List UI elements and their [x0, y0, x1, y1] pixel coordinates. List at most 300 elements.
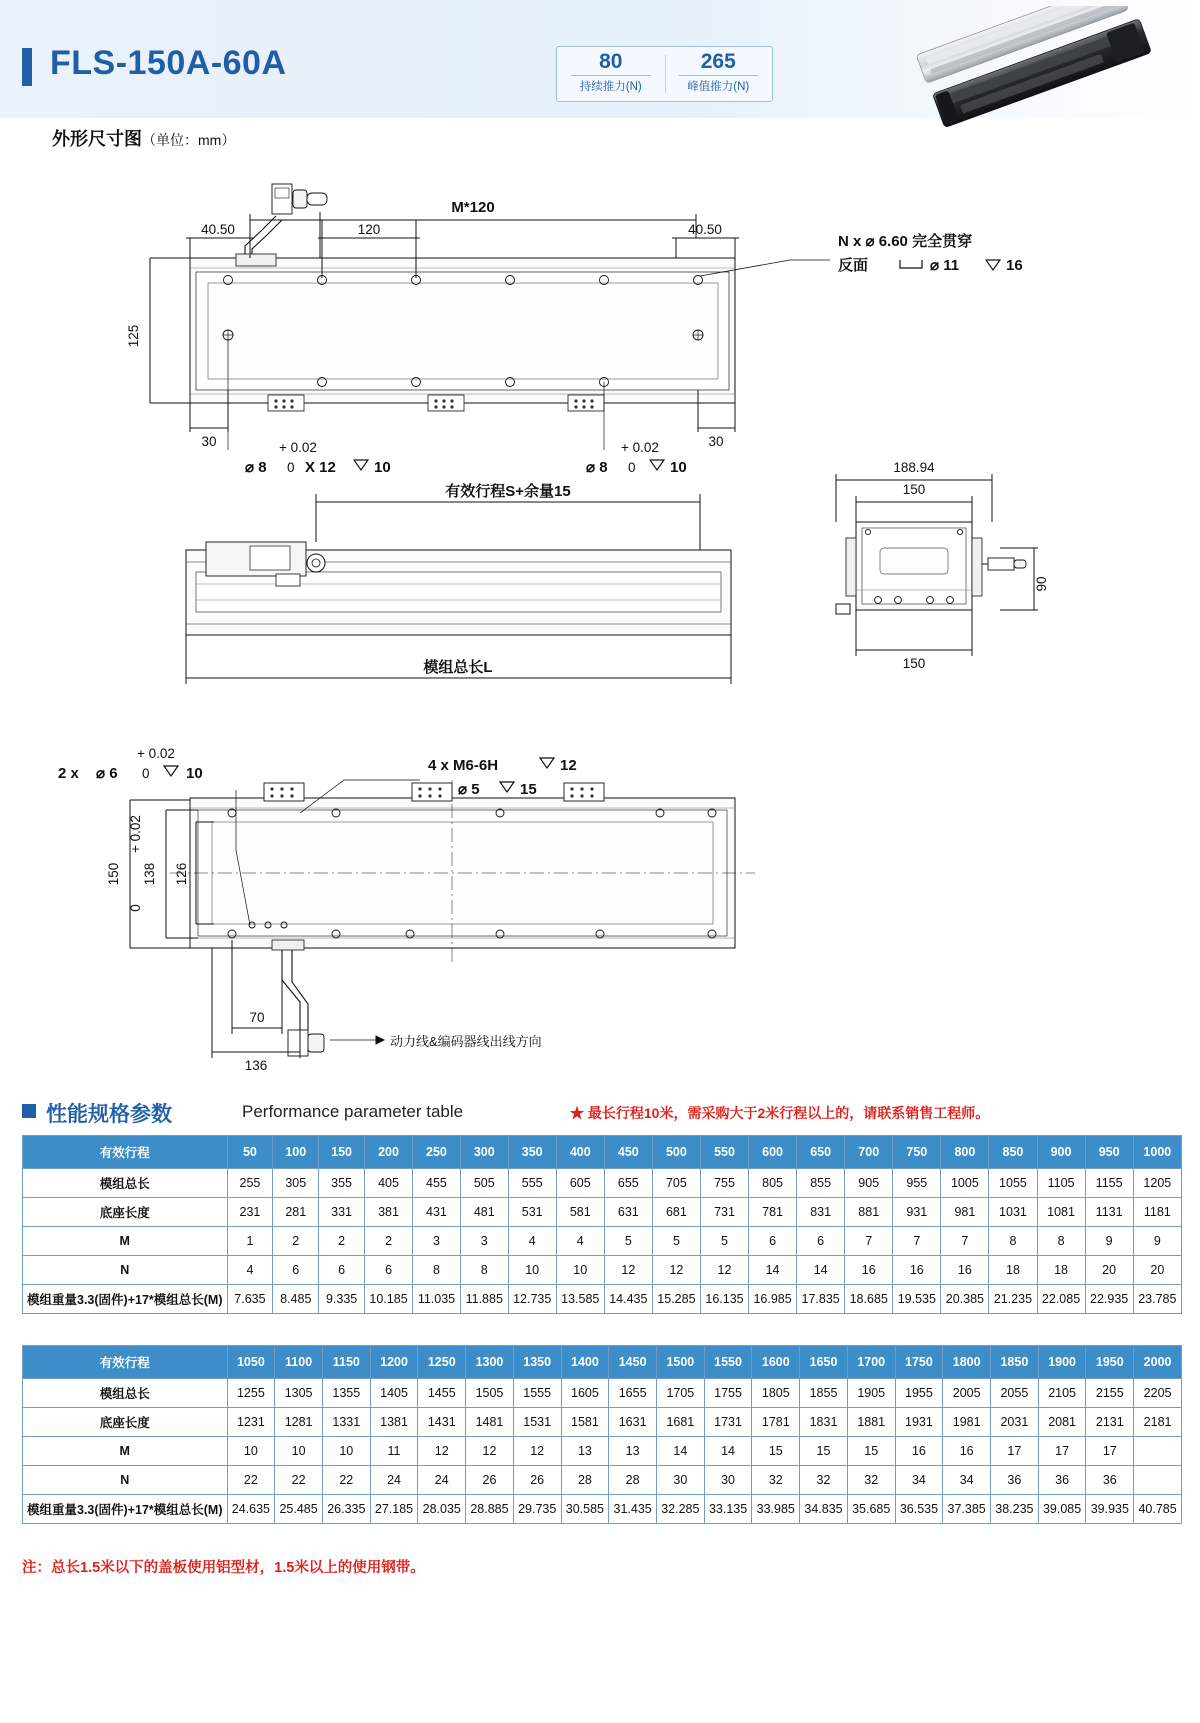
table-cell: 10 [227, 1437, 275, 1466]
table-cell: 11.035 [413, 1285, 461, 1314]
table-cell: 1 [227, 1227, 273, 1256]
table-cell: 450 [604, 1136, 652, 1169]
table-cell: 32 [752, 1466, 800, 1495]
table-cell: 1405 [370, 1379, 418, 1408]
row-label: 底座长度 [23, 1198, 228, 1227]
spec-continuous-label: 持续推力(N) [571, 75, 651, 94]
performance-table-2 [22, 1345, 1182, 1524]
dim-left-30: 30 [201, 434, 217, 449]
table-cell: 25.485 [275, 1495, 323, 1524]
section-title-en: Performance parameter table [242, 1102, 464, 1121]
table-cell: 16 [941, 1256, 989, 1285]
table-cell: 2000 [1134, 1346, 1182, 1379]
dim-end-width-outer: 188.94 [893, 460, 935, 475]
table-cell: 750 [893, 1136, 941, 1169]
note-hole-through: N x ⌀ 6.60 完全贯穿 [838, 233, 973, 250]
table-cell: 40.785 [1134, 1495, 1182, 1524]
table-row [23, 1466, 1182, 1495]
table-cell: 100 [273, 1136, 319, 1169]
table-cell: 28 [609, 1466, 657, 1495]
table-cell [1134, 1437, 1182, 1466]
table-cell: 26 [513, 1466, 561, 1495]
table-row [23, 1437, 1182, 1466]
bore1-dia: ⌀ 8 [245, 459, 267, 476]
table-cell: 2005 [943, 1379, 991, 1408]
table-cell: 10 [556, 1256, 604, 1285]
table-cell: 455 [413, 1169, 461, 1198]
table-cell: 21.235 [989, 1285, 1037, 1314]
table-cell: 18 [989, 1256, 1037, 1285]
table-cell: 781 [749, 1198, 797, 1227]
row-label: M [23, 1227, 228, 1256]
table-cell: 20 [1133, 1256, 1181, 1285]
pin-tol-top: + 0.02 [137, 746, 175, 761]
table-cell: 6 [749, 1227, 797, 1256]
table-cell: 1900 [1038, 1346, 1086, 1379]
table-cell: 4 [227, 1256, 273, 1285]
table-cell: 400 [556, 1136, 604, 1169]
table-cell: 24 [418, 1466, 466, 1495]
page-title: FLS-150A-60A [50, 44, 287, 82]
table-cell: 6 [797, 1227, 845, 1256]
spec-badges [556, 46, 773, 102]
table-cell: 16 [895, 1437, 943, 1466]
table-cell: 1700 [847, 1346, 895, 1379]
table-cell: 16 [845, 1256, 893, 1285]
table-cell: 1855 [800, 1379, 848, 1408]
table-cell: 15 [847, 1437, 895, 1466]
table-cell: 1950 [1086, 1346, 1134, 1379]
table-cell: 681 [652, 1198, 700, 1227]
table-cell: 531 [508, 1198, 556, 1227]
table-cell: 32.285 [656, 1495, 704, 1524]
table-row [23, 1379, 1182, 1408]
table-cell: 3 [413, 1227, 461, 1256]
table-row [23, 1227, 1182, 1256]
dim-70: 70 [249, 1010, 265, 1025]
table-cell: 6 [319, 1256, 365, 1285]
table-cell: 12 [418, 1437, 466, 1466]
table-cell: 805 [749, 1169, 797, 1198]
table-cell: 4 [556, 1227, 604, 1256]
table-cell: 10.185 [365, 1285, 413, 1314]
row-label: 底座长度 [23, 1408, 228, 1437]
table-cell: 1055 [989, 1169, 1037, 1198]
footer-note: 注：总长1.5米以下的盖板使用铝型材，1.5米以上的使用钢带。 [22, 1560, 425, 1576]
table-cell: 2055 [991, 1379, 1039, 1408]
table-cell: 1081 [1037, 1198, 1085, 1227]
table-cell: 33.985 [752, 1495, 800, 1524]
table-cell: 2205 [1134, 1379, 1182, 1408]
table-cell: 19.535 [893, 1285, 941, 1314]
table-cell: 10 [275, 1437, 323, 1466]
table-cell: 1231 [227, 1408, 275, 1437]
table-cell: 7 [845, 1227, 893, 1256]
table-cell: 2081 [1038, 1408, 1086, 1437]
table-cell: 15 [800, 1437, 848, 1466]
table-cell: 981 [941, 1198, 989, 1227]
table-cell: 2 [273, 1227, 319, 1256]
table-cell: 28.885 [466, 1495, 514, 1524]
dim-138-tol-top: + 0.02 [128, 815, 143, 853]
spec-peak-value: 265 [700, 50, 736, 73]
table-cell: 1800 [943, 1346, 991, 1379]
table-cell: 1031 [989, 1198, 1037, 1227]
table-cell: 331 [319, 1198, 365, 1227]
table-cell: 12 [513, 1437, 561, 1466]
table-cell: 1505 [466, 1379, 514, 1408]
table-cell: 2181 [1134, 1408, 1182, 1437]
table-cell: 1205 [1133, 1169, 1181, 1198]
table-cell: 50 [227, 1136, 273, 1169]
table-cell: 1400 [561, 1346, 609, 1379]
table-cell: 36.535 [895, 1495, 943, 1524]
table-cell: 1605 [561, 1379, 609, 1408]
table-cell: 26.335 [322, 1495, 370, 1524]
table-cell: 1581 [561, 1408, 609, 1437]
drawing-subtitle-unit: （单位：mm） [142, 132, 236, 148]
table-cell: 631 [604, 1198, 652, 1227]
table-cell: 28 [561, 1466, 609, 1495]
table-cell: 1281 [275, 1408, 323, 1437]
dim-stroke-label: 有效行程S+余量15 [445, 483, 571, 500]
table-cell: 405 [365, 1169, 413, 1198]
bore2-tol-top: + 0.02 [621, 440, 659, 455]
table-cell: 1550 [704, 1346, 752, 1379]
table-cell: 35.685 [847, 1495, 895, 1524]
row-label: M [23, 1437, 228, 1466]
table-cell: 1500 [656, 1346, 704, 1379]
dimension-drawing [0, 150, 1200, 1070]
table-cell: 5 [700, 1227, 748, 1256]
performance-table-header [22, 1100, 1182, 1126]
table-cell: 1731 [704, 1408, 752, 1437]
table-cell: 4 [508, 1227, 556, 1256]
table-cell: 16.985 [749, 1285, 797, 1314]
row-label: 模组总长 [23, 1379, 228, 1408]
table-cell: 700 [845, 1136, 893, 1169]
table-cell: 600 [749, 1136, 797, 1169]
table-cell: 1750 [895, 1346, 943, 1379]
bore1-tol-bottom: 0 [287, 460, 295, 475]
pin-count: 2 x [58, 765, 79, 782]
table-cell: 831 [797, 1198, 845, 1227]
row-label: 模组总长 [23, 1169, 228, 1198]
table-cell: 24.635 [227, 1495, 275, 1524]
table-cell: 15.285 [652, 1285, 700, 1314]
table-cell: 555 [508, 1169, 556, 1198]
section-title: 性能规格参数 [46, 1103, 172, 1126]
dim-126: 126 [174, 862, 189, 886]
table-cell: 29.735 [513, 1495, 561, 1524]
table-cell: 13.585 [556, 1285, 604, 1314]
table-cell: 1381 [370, 1408, 418, 1437]
dim-left-edge: 40.50 [201, 222, 235, 237]
table-cell: 150 [319, 1136, 365, 1169]
thread-depth: 12 [560, 757, 577, 774]
table-cell: 1555 [513, 1379, 561, 1408]
table-cell: 1355 [322, 1379, 370, 1408]
table-cell: 30 [704, 1466, 752, 1495]
table-cell: 1955 [895, 1379, 943, 1408]
table-row [23, 1495, 1182, 1524]
table-cell: 7 [941, 1227, 989, 1256]
table-cell: 5 [604, 1227, 652, 1256]
table-cell: 431 [413, 1198, 461, 1227]
table-cell: 931 [893, 1198, 941, 1227]
table-row [23, 1346, 1182, 1379]
bore2-depth: 10 [670, 459, 687, 476]
bore2-tol-bottom: 0 [628, 460, 636, 475]
table-cell [1134, 1466, 1182, 1495]
table-cell: 500 [652, 1136, 700, 1169]
table-cell: 350 [508, 1136, 556, 1169]
table-cell: 27.185 [370, 1495, 418, 1524]
table-cell: 31.435 [609, 1495, 657, 1524]
table-cell: 20.385 [941, 1285, 989, 1314]
table-cell: 22.085 [1037, 1285, 1085, 1314]
dim-138-tol-bottom: 0 [128, 904, 143, 912]
table-cell: 36 [1038, 1466, 1086, 1495]
dim-150: 150 [106, 862, 121, 886]
table-cell: 9 [1085, 1227, 1133, 1256]
spec-peak-force [665, 47, 773, 101]
page-header [0, 0, 1200, 149]
dim-end-width-inner: 150 [902, 482, 926, 497]
table-cell: 8 [460, 1256, 508, 1285]
table-cell: 11.885 [460, 1285, 508, 1314]
table-cell: 14 [797, 1256, 845, 1285]
table-cell: 1705 [656, 1379, 704, 1408]
table-cell: 17 [1038, 1437, 1086, 1466]
table-cell: 255 [227, 1169, 273, 1198]
section-note: ★ 最长行程10米，需采购大于2米行程以上的，请联系销售工程师。 [570, 1105, 990, 1121]
table-cell: 481 [460, 1198, 508, 1227]
table-cell: 2 [365, 1227, 413, 1256]
dim-right-edge: 40.50 [688, 222, 722, 237]
table-cell: 1450 [609, 1346, 657, 1379]
pin-dia: ⌀ 6 [96, 765, 118, 782]
table-cell: 16 [943, 1437, 991, 1466]
table-cell: 18 [1037, 1256, 1085, 1285]
table-row [23, 1408, 1182, 1437]
table-cell: 655 [604, 1169, 652, 1198]
table-cell: 1681 [656, 1408, 704, 1437]
table-cell: 24 [370, 1466, 418, 1495]
table-cell: 3 [460, 1227, 508, 1256]
table-cell: 505 [460, 1169, 508, 1198]
table-cell: 1600 [752, 1346, 800, 1379]
table-cell: 37.385 [943, 1495, 991, 1524]
table-cell: 2031 [991, 1408, 1039, 1437]
note-hole-back-dia: ⌀ 11 [930, 257, 960, 274]
table-cell: 12 [604, 1256, 652, 1285]
table-cell: 900 [1037, 1136, 1085, 1169]
table-cell: 1981 [943, 1408, 991, 1437]
table-cell: 5 [652, 1227, 700, 1256]
row-label: 有效行程 [23, 1346, 228, 1379]
table-cell: 7.635 [227, 1285, 273, 1314]
dim-right-30: 30 [708, 434, 724, 449]
table-cell: 1431 [418, 1408, 466, 1437]
table-cell: 12.735 [508, 1285, 556, 1314]
table-cell: 10 [508, 1256, 556, 1285]
bore1-depth: 10 [374, 459, 391, 476]
table-cell: 38.235 [991, 1495, 1039, 1524]
table-cell: 16 [893, 1256, 941, 1285]
table-cell: 9 [1133, 1227, 1181, 1256]
table-cell: 1531 [513, 1408, 561, 1437]
pin-depth: 10 [186, 765, 203, 782]
table-cell: 15 [752, 1437, 800, 1466]
table-cell: 800 [941, 1136, 989, 1169]
table-cell: 1655 [609, 1379, 657, 1408]
table-cell: 855 [797, 1169, 845, 1198]
table-cell: 1481 [466, 1408, 514, 1437]
spec-peak-label: 峰值推力(N) [679, 75, 759, 94]
product-photo [900, 6, 1190, 134]
bore1-extra: X 12 [305, 459, 336, 476]
table-cell: 14.435 [604, 1285, 652, 1314]
table-cell: 705 [652, 1169, 700, 1198]
table-cell: 39.085 [1038, 1495, 1086, 1524]
table-cell: 8 [989, 1227, 1037, 1256]
table-cell: 1831 [800, 1408, 848, 1437]
table-cell: 30.585 [561, 1495, 609, 1524]
table-cell: 550 [700, 1136, 748, 1169]
table-cell: 1905 [847, 1379, 895, 1408]
table-cell: 1000 [1133, 1136, 1181, 1169]
table-cell: 28.035 [418, 1495, 466, 1524]
dim-pitch: 120 [357, 222, 381, 237]
performance-table-1 [22, 1135, 1182, 1314]
spec-continuous-value: 80 [599, 50, 623, 73]
table-cell: 755 [700, 1169, 748, 1198]
table-cell: 17 [1086, 1437, 1134, 1466]
table-row [23, 1198, 1182, 1227]
table-cell: 1050 [227, 1346, 275, 1379]
table-cell: 14 [749, 1256, 797, 1285]
table-cell: 1781 [752, 1408, 800, 1437]
table-cell: 1300 [466, 1346, 514, 1379]
table-cell: 12 [466, 1437, 514, 1466]
table-cell: 1005 [941, 1169, 989, 1198]
table-cell: 2 [319, 1227, 365, 1256]
table-cell: 1250 [418, 1346, 466, 1379]
row-label: 有效行程 [23, 1136, 228, 1169]
table-cell: 2131 [1086, 1408, 1134, 1437]
dim-136: 136 [244, 1058, 268, 1070]
table-cell: 955 [893, 1169, 941, 1198]
table-cell: 34 [895, 1466, 943, 1495]
table-cell: 850 [989, 1136, 1037, 1169]
table-cell: 305 [273, 1169, 319, 1198]
bore2-dia: ⌀ 8 [586, 459, 608, 476]
table-cell: 1181 [1133, 1198, 1181, 1227]
table-cell: 26 [466, 1466, 514, 1495]
table-cell: 18.685 [845, 1285, 893, 1314]
table-cell: 731 [700, 1198, 748, 1227]
table-cell: 1455 [418, 1379, 466, 1408]
table-cell: 10 [322, 1437, 370, 1466]
table-cell: 22 [275, 1466, 323, 1495]
table-cell: 13 [609, 1437, 657, 1466]
spec-continuous-force [557, 47, 665, 101]
table-cell: 17.835 [797, 1285, 845, 1314]
note-hole-back-depth: 16 [1006, 257, 1023, 274]
dim-end-height: 90 [1034, 576, 1049, 592]
pin-tol-bottom: 0 [142, 766, 150, 781]
table-cell: 30 [656, 1466, 704, 1495]
table-cell: 13 [561, 1437, 609, 1466]
table-cell: 281 [273, 1198, 319, 1227]
table-cell: 1150 [322, 1346, 370, 1379]
table-cell: 12 [652, 1256, 700, 1285]
table-cell: 1155 [1085, 1169, 1133, 1198]
table-cell: 581 [556, 1198, 604, 1227]
table-cell: 950 [1085, 1136, 1133, 1169]
drawing-subtitle-text: 外形尺寸图 [52, 129, 142, 149]
table-cell: 22 [227, 1466, 275, 1495]
pilot-dia: ⌀ 5 [458, 781, 480, 798]
table-cell: 11 [370, 1437, 418, 1466]
table-cell: 1255 [227, 1379, 275, 1408]
table-cell: 1100 [275, 1346, 323, 1379]
table-cell: 32 [800, 1466, 848, 1495]
drawing-subtitle [52, 125, 235, 151]
table-cell: 36 [1086, 1466, 1134, 1495]
table-row [23, 1285, 1182, 1314]
note-cable-direction: 动力线&编码器线出线方向 [390, 1034, 542, 1049]
table-cell: 17 [991, 1437, 1039, 1466]
row-label: N [23, 1466, 228, 1495]
bore1-tol-top: + 0.02 [279, 440, 317, 455]
table-cell: 300 [460, 1136, 508, 1169]
table-cell: 8 [1037, 1227, 1085, 1256]
table-cell: 34 [943, 1466, 991, 1495]
table-cell: 36 [991, 1466, 1039, 1495]
table-cell: 1931 [895, 1408, 943, 1437]
dim-end-base: 150 [902, 656, 926, 671]
table-cell: 39.935 [1086, 1495, 1134, 1524]
table-cell: 250 [413, 1136, 461, 1169]
table-cell: 1805 [752, 1379, 800, 1408]
table-cell: 33.135 [704, 1495, 752, 1524]
title-accent-bar [22, 48, 32, 86]
table-cell: 8 [413, 1256, 461, 1285]
table-cell: 231 [227, 1198, 273, 1227]
table-cell: 9.335 [319, 1285, 365, 1314]
table-cell: 1105 [1037, 1169, 1085, 1198]
table-row [23, 1256, 1182, 1285]
table-cell: 7 [893, 1227, 941, 1256]
table-cell: 881 [845, 1198, 893, 1227]
table-cell: 905 [845, 1169, 893, 1198]
table-cell: 1200 [370, 1346, 418, 1379]
table-cell: 14 [656, 1437, 704, 1466]
row-label: N [23, 1256, 228, 1285]
row-label: 模组重量3.3(固件)+17*模组总长(M) [23, 1285, 228, 1314]
table-cell: 2105 [1038, 1379, 1086, 1408]
table-cell: 605 [556, 1169, 604, 1198]
table-cell: 1331 [322, 1408, 370, 1437]
table-cell: 8.485 [273, 1285, 319, 1314]
table-cell: 650 [797, 1136, 845, 1169]
table-cell: 1631 [609, 1408, 657, 1437]
pilot-depth: 15 [520, 781, 537, 798]
row-label: 模组重量3.3(固件)+17*模组总长(M) [23, 1495, 228, 1524]
dim-total-length-label: 模组总长L [423, 659, 493, 676]
